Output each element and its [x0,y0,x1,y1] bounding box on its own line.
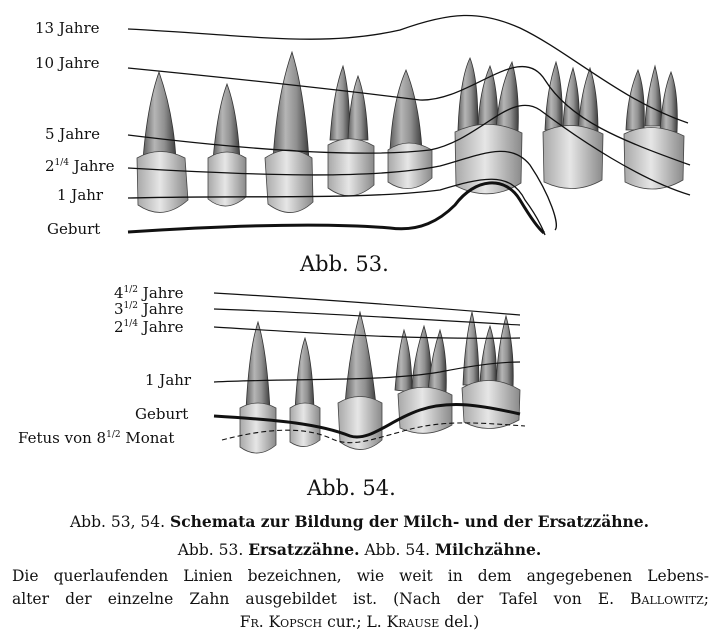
label-fraction: 1/2 [123,285,139,295]
caption-subtitle [0,542,719,559]
credit-a-post: cur.; L. [322,613,387,631]
tooth-canine [265,52,313,213]
label-fetus-text: Fetus von 8 [18,429,107,447]
caption-sub-b: Abb. 54. [359,541,435,559]
caption-sub-a-bold: Ersatzzähne. [248,540,360,559]
figure-53-teeth [137,52,684,213]
label-base: 2 [114,318,124,336]
tooth-molar-second [543,62,603,189]
label-unit: Jahre [138,300,184,318]
label-fraction: 1/2 [123,301,139,311]
caption-title-bold: Schemata zur Bildung der Milch- und der Ersatzzähne. [170,512,650,531]
label-1-jahr-milch: 1 Jahr [145,371,192,389]
figure-54-teeth [240,312,520,453]
credit-a-pre: Fr. [239,613,269,631]
label-1-jahr: 1 Jahr [57,186,104,204]
caption-description-line-1: Die querlaufenden Linien bezeichnen, wie weit in dem angegebenen Lebens- [12,567,709,585]
label-unit: Jahre [69,157,115,175]
caption-credits [0,615,719,631]
label-5-jahre: 5 Jahre [45,125,100,143]
caption-sub-a: Abb. 53. [177,541,249,559]
tooth-premolar-first [328,66,374,196]
label-fetus-unit: Monat [120,429,175,447]
label-geburt-milch: Geburt [135,405,189,423]
caption-title [0,514,719,531]
milk-canine [338,312,382,450]
line-4-1-2-jahre [214,293,520,315]
tooth-incisor-central [137,72,188,212]
label-base: 3 [114,300,124,318]
label-fraction: 1/4 [54,158,70,168]
label-unit: Jahre [138,318,184,336]
desc-line2-name: Ballowitz [630,590,704,608]
label-10-jahre: 10 Jahre [35,54,100,72]
credit-b-name: Krause [386,613,440,631]
label-fraction: 1/4 [123,319,139,329]
milk-incisor-central [240,322,276,453]
label-base: 4 [114,284,124,302]
caption-description-line-2 [12,592,709,608]
caption-abb-54: Abb. 54. [307,476,396,500]
label-geburt: Geburt [47,220,101,238]
caption-sub-b-bold: Milchzähne. [434,540,542,559]
credit-a-name: Kopsch [268,613,323,631]
tooth-molar-first [455,58,522,194]
credit-b-post: del.) [439,613,480,631]
label-base: 2 [45,157,55,175]
caption-abb-53: Abb. 53. [300,252,389,276]
caption-title-prefix: Abb. 53, 54. [69,513,170,531]
desc-line2-end: ; [703,590,709,608]
desc-line2-text: alter der einzelne Zahn ausgebildet ist. (Nach der Tafel von E. [12,590,631,608]
label-fraction: 1/2 [106,430,121,440]
label-unit: Jahre [138,284,184,302]
label-13-jahre: 13 Jahre [35,19,100,37]
